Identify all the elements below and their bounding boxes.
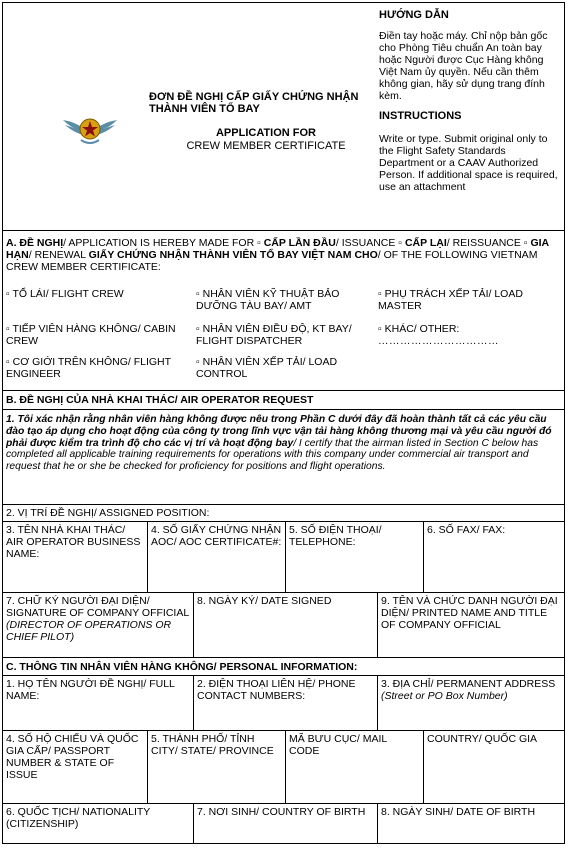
- certificate-type-en: / OF THE FOLLOWING VIETNAM CREW MEMBER CERTIFICATE:: [6, 249, 538, 274]
- section-a-intro: [6, 237, 562, 273]
- date-of-birth-label: 8. NGÀY SINH/ DATE OF BIRTH: [381, 806, 536, 818]
- official-printed-name-field[interactable]: [378, 593, 564, 657]
- section-a: [3, 231, 564, 391]
- operator-certification: [3, 410, 564, 505]
- form-title-en-line2: CREW MEMBER CERTIFICATE: [186, 139, 346, 152]
- country-label: COUNTRY/ QUỐC GIA: [427, 733, 538, 745]
- certification-text-vn: 1. Tôi xác nhận rằng nhân viên hàng không được nêu trong Phần C dưới đây đã hoàn thành tất cả các yêu cầu đào tạo áp dụng cho hoạt động của công ty trong lĩnh vực vận tải hàng không thương mại và yêu cầu người đó phải được kiểm tra trình độ cho các vị trí và hoạt động bay: [6, 414, 552, 449]
- instructions-en-heading: INSTRUCTIONS: [379, 110, 462, 123]
- form-title-en: [171, 127, 361, 152]
- assigned-position-label: 2. VỊ TRÍ ĐỀ NGHỊ/ ASSIGNED POSITION:: [6, 507, 210, 519]
- passport-field[interactable]: [3, 731, 148, 803]
- phone-contact-field[interactable]: [194, 676, 378, 730]
- instructions-vn-text: Điền tay hoặc máy. Chỉ nộp bản gốc cho Phòng Tiêu chuẩn An toàn bay hoặc Người được Cục Hàng không Việt Nam ủy quyền. Nếu cần thêm không gian, hãy sử dụng trang đính kèm.: [379, 29, 548, 102]
- option-flight-crew[interactable]: ▫ TỔ LÁI/ FLIGHT CREW: [6, 288, 124, 300]
- operator-name-field[interactable]: [3, 522, 148, 592]
- personal-info-row-1: [3, 676, 564, 731]
- date-signed-field[interactable]: [194, 593, 378, 657]
- signature-label-note: (DIRECTOR OF OPERATIONS OR CHIEF PILOT): [6, 618, 172, 643]
- address-label-note: (Street or PO Box Number): [381, 689, 508, 702]
- official-printed-name-label: 9. TÊN VÀ CHỨC DANH NGƯỜI ĐẠI DIỆN/ PRINTED NAME AND TITLE OF COMPANY OFFICIAL: [381, 595, 558, 631]
- issuance-text: / ISSUANCE ▫: [335, 237, 405, 249]
- section-b-heading-row: [3, 391, 564, 410]
- application-form: [2, 2, 565, 844]
- country-field[interactable]: [424, 731, 564, 803]
- option-other[interactable]: [378, 324, 562, 348]
- signature-label-text: 7. CHỮ KÝ NGƯỜI ĐẠI DIỆN/ SIGNATURE OF COMPANY OFFICIAL: [6, 595, 189, 619]
- mail-code-field[interactable]: [286, 731, 424, 803]
- nationality-field[interactable]: [3, 804, 194, 844]
- company-official-signature-field[interactable]: [3, 593, 194, 657]
- section-c-heading-row: [3, 658, 564, 676]
- option-load-master[interactable]: ▫ PHỤ TRÁCH XẾP TẢI/ LOAD MASTER: [378, 288, 523, 312]
- form-title-vn: ĐƠN ĐỀ NGHỊ CẤP GIẤY CHỨNG NHẬN THÀNH VIÊN TỔ BAY: [149, 91, 359, 116]
- section-a-label: A. ĐỀ NGHỊ: [6, 237, 64, 249]
- nationality-label: 6. QUỐC TỊCH/ NATIONALITY (CITIZENSHIP): [6, 806, 151, 830]
- fax-field[interactable]: [424, 522, 564, 592]
- permanent-address-field[interactable]: [378, 676, 564, 730]
- reissuance-checkbox-label[interactable]: CẤP LẠI: [404, 237, 447, 249]
- instructions-block: [379, 9, 563, 201]
- permanent-address-label: [381, 679, 561, 703]
- option-load-control[interactable]: ▫ NHÂN VIÊN XẾP TẢI/ LOAD CONTROL: [196, 356, 338, 380]
- option-flight-dispatcher[interactable]: ▫ NHÂN VIÊN ĐIỀU ĐỘ, KT BAY/ FLIGHT DISPATCHER: [196, 323, 352, 347]
- instructions-vn-heading: HƯỚNG DẪN: [379, 9, 449, 21]
- fax-label: 6. SỐ FAX/ FAX:: [427, 524, 506, 536]
- signature-row: [3, 593, 564, 658]
- personal-info-row-2: [3, 731, 564, 804]
- full-name-label: 1. HỌ TÊN NGƯỜI ĐỀ NGHỊ/ FULL NAME:: [6, 678, 175, 702]
- mail-code-label: MÃ BƯU CỤC/ MAIL CODE: [289, 733, 387, 757]
- renewal-checkbox-label[interactable]: GIA HẠN: [6, 237, 549, 262]
- telephone-label: 5. SỐ ĐIỆN THOẠI/ TELEPHONE:: [289, 524, 382, 548]
- country-of-birth-label: 7. NƠI SINH/ COUNTRY OF BIRTH: [197, 806, 366, 818]
- aoc-certificate-field[interactable]: [148, 522, 286, 592]
- section-b-heading: B. ĐỀ NGHỊ CỦA NHÀ KHAI THÁC/ AIR OPERATOR REQUEST: [6, 394, 314, 406]
- operator-info-row: [3, 522, 564, 593]
- certification-text: [6, 414, 562, 473]
- address-label-text: 3. ĐỊA CHỈ/ PERMANENT ADDRESS: [381, 678, 556, 690]
- form-title-en-line1: APPLICATION FOR: [215, 127, 316, 139]
- caav-emblem-icon: [61, 98, 119, 156]
- aoc-certificate-label: 4. SỐ GIẤY CHỨNG NHẬN AOC/ AOC CERTIFICATE#:: [151, 524, 282, 548]
- country-of-birth-field[interactable]: [194, 804, 378, 844]
- city-state-field[interactable]: [148, 731, 286, 803]
- company-official-signature-label: [6, 596, 190, 643]
- option-amt[interactable]: ▫ NHÂN VIÊN KỸ THUẬT BẢO DƯỠNG TÀU BAY/ AMT: [196, 288, 340, 312]
- phone-contact-label: 2. ĐIỆN THOẠI LIÊN HỆ/ PHONE CONTACT NUMBERS:: [197, 678, 356, 702]
- city-state-label: 5. THÀNH PHỐ/ TỈNH CITY/ STATE/ PROVINCE: [151, 733, 274, 757]
- certification-text-en: / I certify that the airman listed in Section C below has completed all applicable training requirements for operations with this company under commercial air transport and request that he or she be checked for proficiency for positions and flight operations.: [6, 437, 539, 473]
- operator-name-label: 3. TÊN NHÀ KHAI THÁC/ AIR OPERATOR BUSINESS NAME:: [6, 524, 141, 560]
- reissuance-text: / REISSUANCE ▫: [446, 237, 531, 249]
- section-a-text: / APPLICATION IS HEREBY MADE FOR ▫: [63, 237, 264, 249]
- renewal-text: / RENEWAL: [28, 249, 89, 262]
- section-c-heading: C. THÔNG TIN NHÂN VIÊN HÀNG KHÔNG/ PERSONAL INFORMATION:: [6, 661, 358, 673]
- option-cabin-crew[interactable]: ▫ TIẾP VIÊN HÀNG KHÔNG/ CABIN CREW: [6, 323, 176, 347]
- telephone-field[interactable]: [286, 522, 424, 592]
- form-header: [3, 3, 564, 231]
- instructions-en-text: Write or type. Submit original only to the Flight Safety Standards Department or a CAAV Authorized Person. If additional space is required, use an attachment: [379, 132, 558, 193]
- option-other-label: ▫ KHÁC/ OTHER:: [378, 323, 460, 335]
- option-other-field[interactable]: ……………………………: [378, 334, 499, 347]
- issuance-checkbox-label[interactable]: CẤP LẦN ĐẦU: [263, 237, 336, 249]
- date-signed-label: 8. NGÀY KÝ/ DATE SIGNED: [197, 595, 332, 607]
- passport-label: 4. SỐ HỘ CHIẾU VÀ QUỐC GIA CẤP/ PASSPORT NUMBER & STATE OF ISSUE: [6, 733, 139, 781]
- full-name-field[interactable]: [3, 676, 194, 730]
- option-flight-engineer[interactable]: ▫ CƠ GIỚI TRÊN KHÔNG/ FLIGHT ENGINEER: [6, 356, 171, 380]
- certificate-type-vn: GIẤY CHỨNG NHẬN THÀNH VIÊN TỔ BAY VIỆT NAM CHO: [88, 249, 378, 262]
- date-of-birth-field[interactable]: [378, 804, 564, 844]
- assigned-position-row[interactable]: [3, 505, 564, 522]
- personal-info-row-3: [3, 804, 564, 844]
